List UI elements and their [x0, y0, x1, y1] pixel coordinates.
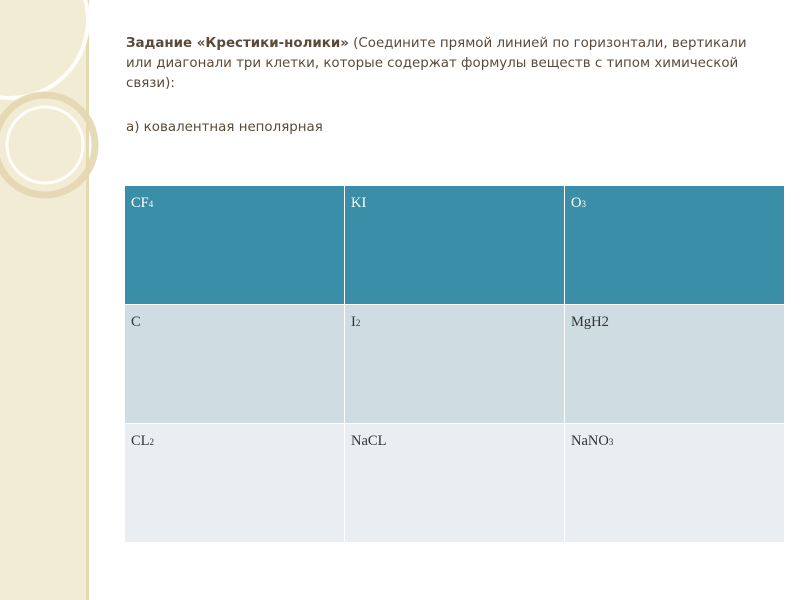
grid-cell[interactable]: CL2 — [125, 424, 345, 543]
grid-row-2 — [125, 305, 785, 424]
task-subtitle: а) ковалентная неполярная — [126, 120, 323, 135]
grid-cell[interactable]: O3 — [565, 186, 785, 305]
task-title: Задание «Крестики-нолики» — [126, 36, 349, 51]
grid-cell[interactable]: I2 — [345, 305, 565, 424]
task-instruction: (Соедините прямой линией по горизонтали, вертикали или диагонали три клетки, которые содержат формулы веществ с типом химической связи): — [126, 36, 747, 91]
task-heading — [126, 34, 776, 94]
grid-cell[interactable]: KI — [345, 186, 565, 305]
grid-cell[interactable]: NaCL — [345, 424, 565, 543]
grid-cell[interactable]: NaNO3 — [565, 424, 785, 543]
grid-cell[interactable]: C — [125, 305, 345, 424]
grid-row-1 — [125, 186, 785, 305]
grid-row-3 — [125, 424, 785, 543]
decorative-circles — [0, 0, 110, 220]
grid-cell[interactable]: MgH2 — [565, 305, 785, 424]
grid-cell[interactable]: CF4 — [125, 186, 345, 305]
tic-tac-toe-grid — [124, 185, 785, 543]
